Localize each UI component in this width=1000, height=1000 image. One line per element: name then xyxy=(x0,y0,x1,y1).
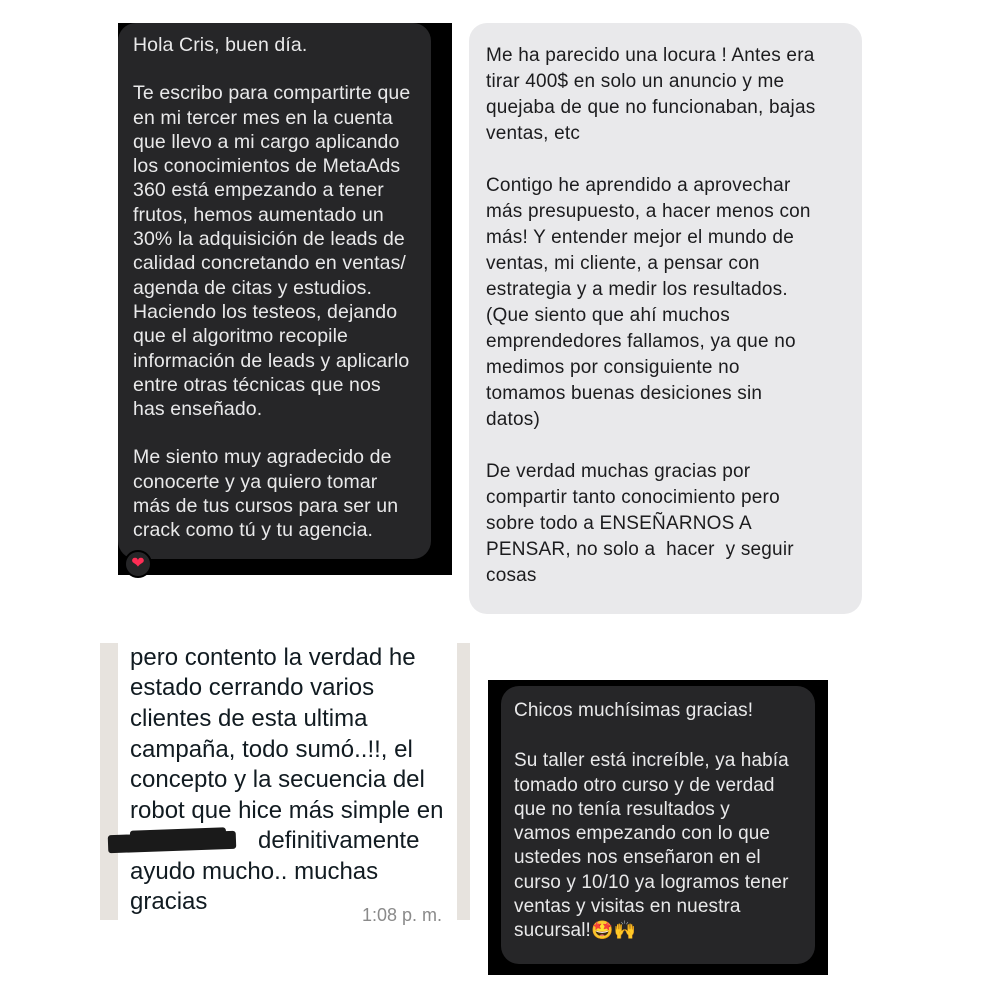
star-struck-raised-hands-icon: 🤩🙌 xyxy=(590,920,636,942)
message-closing: Me siento muy agradecido de conocerte y ya quiero tomar más de tus cursos para ser un crack como tú y tu agencia. xyxy=(133,446,399,542)
screenshot-3 xyxy=(100,643,470,925)
message-bubble xyxy=(501,686,815,964)
message-greeting: Chicos muchísimas gracias! xyxy=(514,700,754,721)
message-intro: Me ha parecido una locura ! Antes era tirar 400$ en solo un anuncio y me quejaba de que no funcionaban, bajas ventas, etc xyxy=(486,45,816,144)
message-line: clientes de esta ultima xyxy=(130,705,368,732)
message-timestamp: 1:08 p. m. xyxy=(362,905,443,925)
screenshot-2-bubble xyxy=(469,23,862,614)
message-line: concepto y la secuencia del xyxy=(130,766,425,793)
message-body: Contigo he aprendido a aprovechar más presupuesto, a hacer menos con más! Y entender mejor el mundo de ventas, mi cliente, a pensar con estrategia y a medir los resultados. (Que siento que ahí muchos emprendedores fallamos, ya que no medimos por consiguiente no tomamos buenas desiciones sin datos) xyxy=(486,175,811,430)
heart-reaction[interactable] xyxy=(124,550,152,578)
message-line: definitivamente xyxy=(258,827,420,854)
message-line: estado cerrando varios xyxy=(130,674,375,701)
message-body xyxy=(514,749,805,943)
heart-icon: ❤ xyxy=(131,555,145,572)
message-line: gracias xyxy=(130,888,208,915)
message-greeting: Hola Cris, buen día. xyxy=(133,34,308,56)
message-line: campaña, todo sumó..!!, el xyxy=(130,736,413,763)
message-bubble xyxy=(118,643,457,925)
message-closing: De verdad muchas gracias por compartir tanto conocimiento pero sobre todo a ENSEÑARNOS A PENSAR, no solo a hacer y seguir cosas xyxy=(486,461,794,586)
screenshot-1 xyxy=(118,23,452,575)
message-bubble xyxy=(118,23,431,559)
message-body: Te escribo para compartirte que en mi tercer mes en la cuenta que llevo a mi cargo aplicando los conocimientos de MetaAds 360 está empezando a tener frutos, hemos aumentado un 30% la adquisición de leads de calidad concretando en ventas/ agenda de citas y estudios. Haciendo los testeos, dejando que el algoritmo recopile información de leads y aplicarlo entre otras técnicas que nos has enseñado. xyxy=(133,82,411,421)
message-line: ayudo mucho.. muchas xyxy=(130,858,379,885)
screenshot-4 xyxy=(488,680,828,975)
message-line: pero contento la verdad he xyxy=(130,644,416,671)
message-line: robot que hice más simple en xyxy=(130,797,444,824)
message-body-text: Su taller está increíble, ya había tomado otro curso y de verdad que no tenía resultados y vamos empezando con lo que ustedes nos enseñaron en el curso y 10/10 ya logramos tener ventas y visitas en nuestra sucursal! xyxy=(514,750,789,942)
